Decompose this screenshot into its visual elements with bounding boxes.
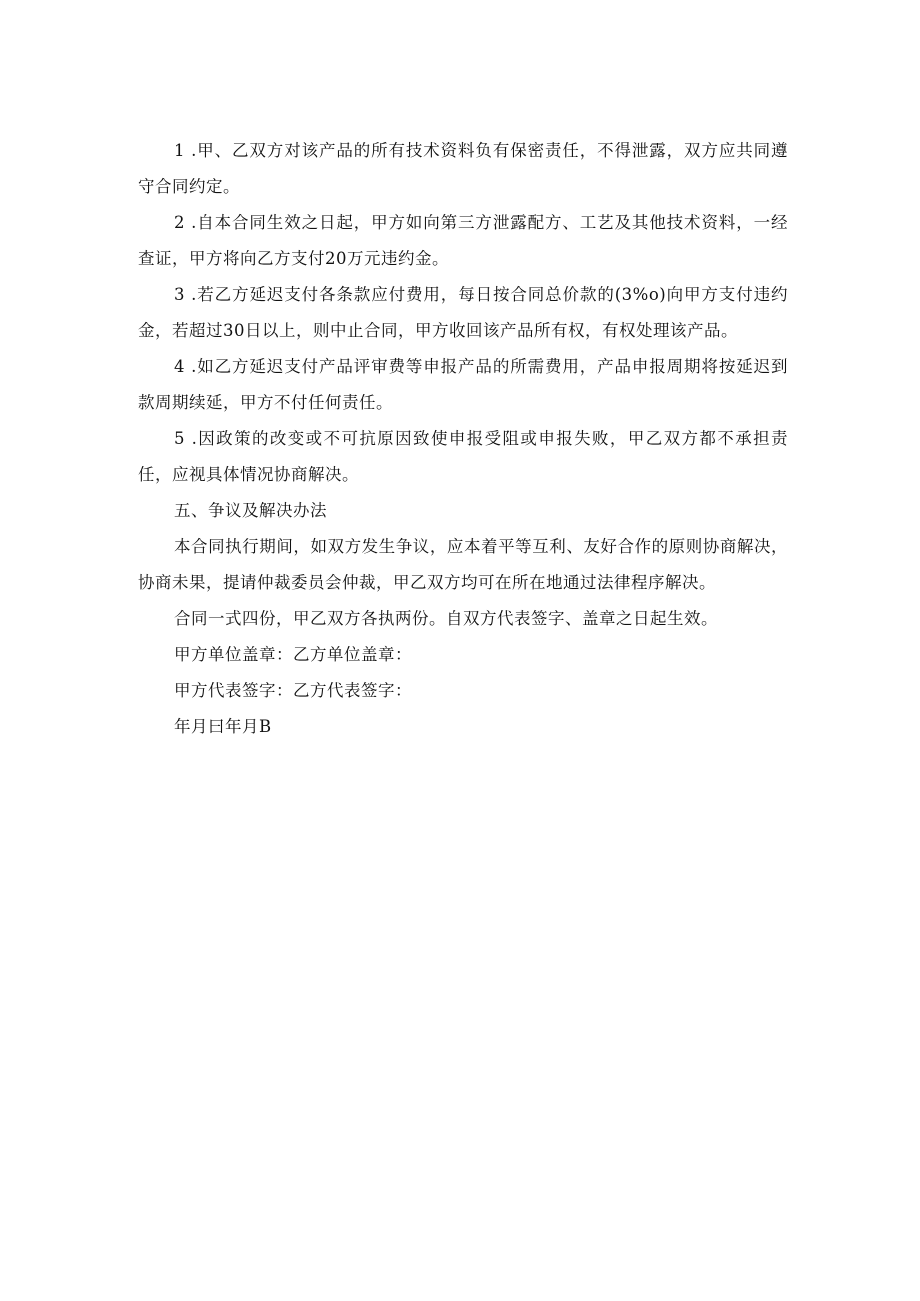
clause-text: .自本合同生效之日起，甲方如向第三方泄露配方、工艺及其他技术资料，一经查证，甲方将向乙方支付20万元违约金。 — [138, 213, 788, 268]
clause-number: 3 — [174, 285, 185, 304]
seal-line: 甲方单位盖章：乙方单位盖章： — [174, 645, 412, 664]
copies-paragraph: 合同一式四份，甲乙双方各执两份。自双方代表签字、盖章之日起生效。 — [174, 609, 718, 628]
clause-1 — [138, 133, 788, 205]
clause-text: .如乙方延迟支付产品评审费等申报产品的所需费用，产品申报周期将按延迟到款周期续延，甲方不付任何责任。 — [138, 357, 788, 412]
clause-number: 4 — [174, 357, 185, 376]
clause-2 — [138, 205, 788, 277]
document-body — [138, 133, 788, 745]
clause-text: .因政策的改变或不可抗原因致使申报受阻或申报失败，甲乙双方都不承担责任，应视具体情况协商解决。 — [138, 429, 788, 484]
clause-number: 5 — [174, 429, 185, 448]
clause-number: 1 — [174, 141, 185, 160]
date-line: 年月曰年月B — [174, 717, 272, 736]
section-heading: 五、争议及解决办法 — [174, 501, 327, 520]
clause-5 — [138, 421, 788, 493]
dispute-paragraph: 本合同执行期间，如双方发生争议，应本着平等互利、友好合作的原则协商解决，协商未果，提请仲裁委员会仲裁，甲乙双方均可在所在地通过法律程序解决。 — [138, 537, 788, 592]
clause-text: .甲、乙双方对该产品的所有技术资料负有保密责任，不得泄露，双方应共同遵守合同约定。 — [138, 141, 788, 196]
clause-number: 2 — [174, 213, 185, 232]
clause-text: .若乙方延迟支付各条款应付费用，每日按合同总价款的(3%o)向甲方支付违约金，若超过30日以上，则中止合同，甲方收回该产品所有权，有权处理该产品。 — [138, 285, 788, 340]
signature-line: 甲方代表签字：乙方代表签字： — [174, 681, 412, 700]
clause-3 — [138, 277, 788, 349]
clause-4 — [138, 349, 788, 421]
